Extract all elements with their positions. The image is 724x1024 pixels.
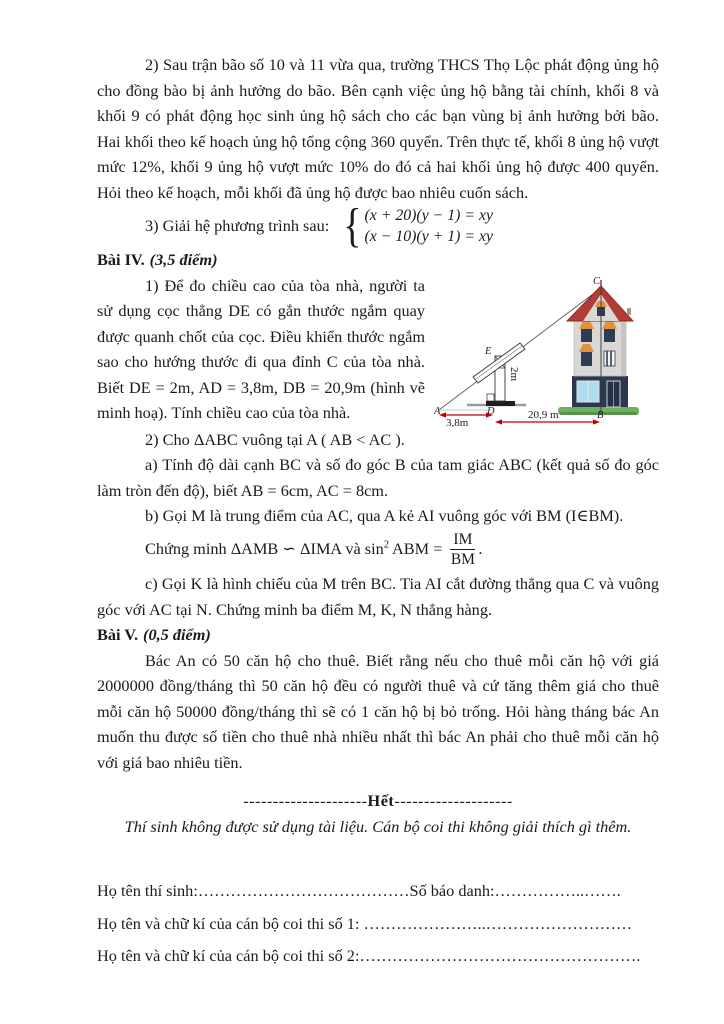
section-v-heading [97,622,659,648]
end-marker [97,788,659,814]
signature-proctor2-line: Họ tên và chữ kí của cán bộ coi thi số 2:……………………………………………. [97,946,641,966]
problem-iv2c: c) Gọi K là hình chiếu của M trên BC. Tia AI cắt đường thẳng qua C và vuông góc với AC tại N. Chứng minh ba điểm M, K, N thẳng hàng. [97,574,659,619]
section-iv-title: Bài IV. [97,250,145,269]
building-illustration [558,280,639,415]
problem-v-paragraph: Bác An có 50 căn hộ cho thuê. Biết rằng nếu cho thuê mỗi căn hộ với giá 2000000 đồng/tháng thì 50 căn hộ đều có người thuê và cứ tăng thêm giá cho thuê mỗi căn hộ 50000 đồng/tháng thì sẽ có 1 căn hộ bị bỏ trống. Hỏi hàng tháng bác An muốn thu được số tiền cho thuê nhà nhiều nhất thì bác An phải cho thuê mỗi căn hộ với giá bao nhiêu tiền. [97,650,659,772]
window [604,328,615,342]
proof-text-mid: ABM = [392,538,443,558]
fraction-numerator: IM [450,531,475,551]
end-label: Hết [367,791,395,811]
problem-iv2a: a) Tính độ dài cạnh BC và số đo góc B của tam giác ABC (kết quả số đo góc làm tròn đến độ), biết AB = 6cm, AC = 8cm. [97,455,659,500]
problem-2-paragraph: 2) Sau trận bão số 10 và 11 vừa qua, trường THCS Thọ Lộc phát động ủng hộ cho đồng bào bị ảnh hưởng do bão. Bên cạnh việc ủng hộ bằng tài chính, khối 8 và khối 9 có phát động học sinh ủng hộ sách cho các bạn vùng bị ảnh hưởng bởi bão. Hai khối theo kế hoạch ủng hộ tổng cộng 360 quyển. Trên thực tế, khối 8 ủng hộ vượt mức 12%, khối 9 ủng hộ vượt mức 10% do đó cả hai khối ủng hộ được 400 quyển. Hỏi theo kế hoạch, mỗi khối đã ủng hộ được bao nhiêu cuốn sách. [97,55,659,202]
signature-candidate-line: Họ tên thí sinh:…………………………………Số báo danh:……………..……. [97,881,621,901]
end-dashes-left: --------------------- [243,791,368,811]
signature-proctor1-line: Họ tên và chữ kí của cán bộ coi thi số 1: …………………..……………………… [97,913,633,933]
label-d: D [487,405,495,417]
label-e: E [485,345,492,357]
sin-exponent: 2 [383,539,390,551]
label-b: B [597,409,604,421]
problem-iv2b: b) Gọi M là trung điểm của AC, qua A kẻ AI vuông góc với BM (I∈BM). [145,506,624,525]
label-c: C [593,275,601,287]
equation-1: (x + 20)(y − 1) = xy [364,207,494,224]
problem-iv1-block [97,273,659,427]
proof-text-end: . [478,538,483,558]
striped-window [604,351,615,366]
end-dashes-right: -------------------- [394,791,513,811]
section-iv-heading [97,247,659,273]
problem-iv1-paragraph: 1) Để đo chiều cao của tòa nhà, người ta sử dụng cọc thẳng DE có gắn thước ngắm quay được quanh chốt của cọc. Điều khiển thước ngắm sao cho hướng thước đi qua đỉnh C của tòa nhà. Biết DE = 2m, AD = 3,8m, DB = 20,9m (hình vẽ minh hoạ). Tính chiều cao của tòa nhà. [97,275,425,422]
section-v-points: (0,5 điểm) [143,625,211,645]
window [581,351,592,366]
label-dist-db: 20,9 m [528,408,559,421]
equation-2: (x − 10)(y + 1) = xy [364,228,494,245]
label-pole-height: 2m [508,366,520,381]
arrowhead [495,419,502,424]
window [581,328,592,342]
right-angle-marker [487,394,494,401]
problem-iv2b-proof [145,531,659,570]
exam-notice: Thí sinh không được sử dụng tài liệu. Cán bộ coi thi không giải thích gì thêm. [124,816,632,836]
label-dist-ad: 3,8m [446,416,469,427]
equation-system [365,205,493,247]
problem-iv2-intro: 2) Cho ΔABC vuông tại A ( AB < AC ). [145,429,405,449]
document-content [97,52,659,969]
fraction-denominator: BM [450,551,475,569]
section-v-title: Bài V. [97,625,139,645]
fraction-im-bm [450,531,475,570]
problem-3-label: 3) Giải hệ phương trình sau: [145,216,330,236]
system-brace: { [343,199,362,253]
section-iv-points: (3,5 điểm) [149,250,218,269]
chimney [627,308,631,315]
wall-shade [621,321,626,376]
problem-3-row [145,199,659,253]
building-height-diagram [431,275,659,427]
label-a: A [434,405,441,417]
proof-text-pre: Chứng minh ΔAMB ∽ ΔIMA và sin [145,538,384,558]
